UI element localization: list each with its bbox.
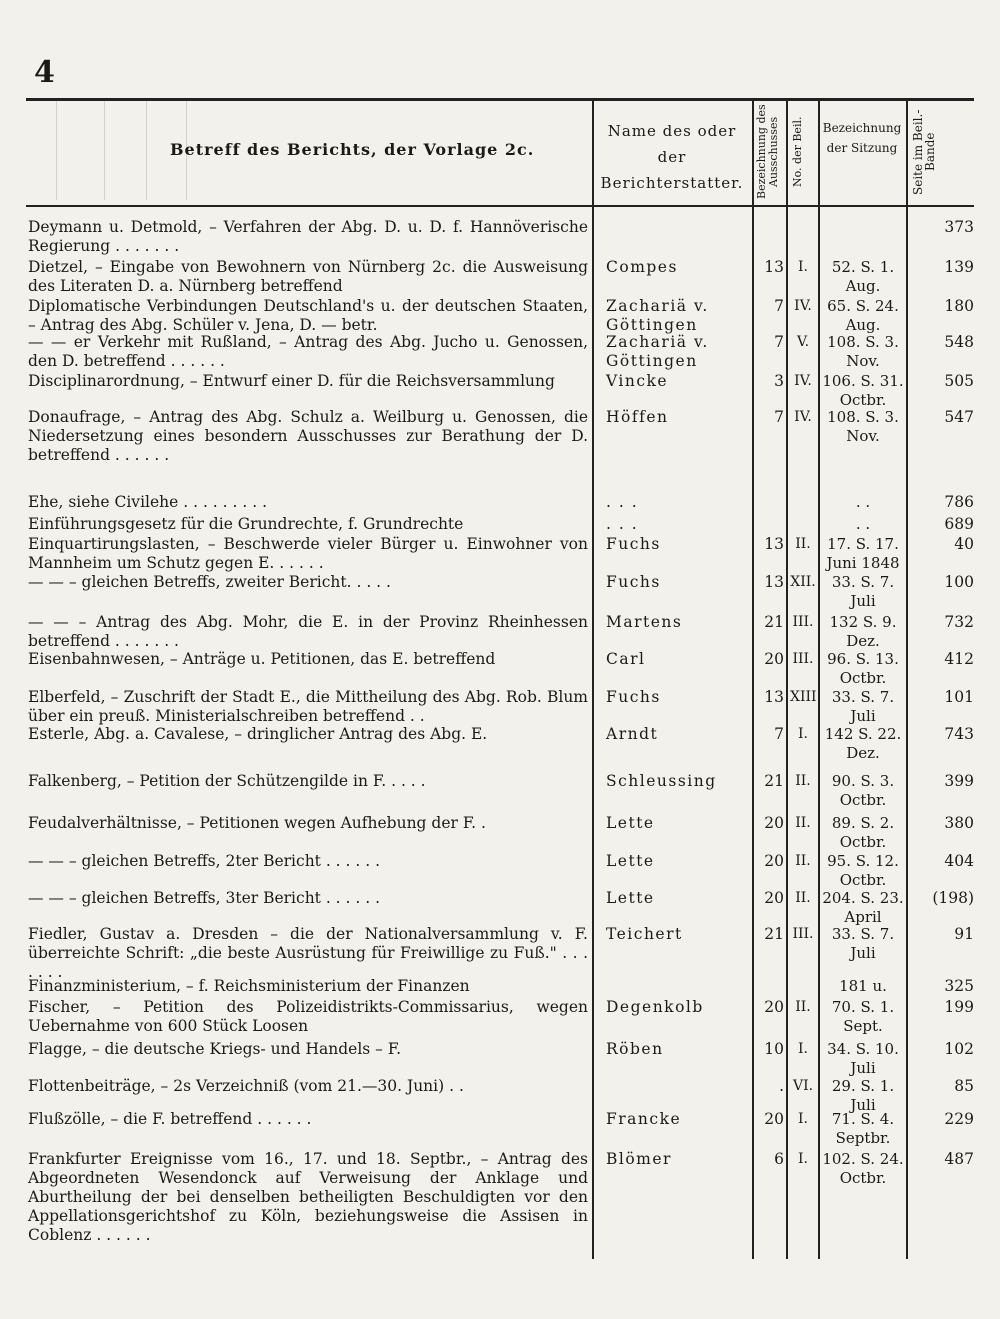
entry-supplement-no: II. bbox=[795, 815, 811, 831]
entry-page: 100 bbox=[944, 573, 974, 591]
entry-subject: — — er Verkehr mit Rußland, – Antrag des Abg. Jucho u. Genossen, den D. betreffend . . . . . . bbox=[28, 333, 588, 370]
header-subject: Betreff des Berichts, der Vorlage 2c. bbox=[170, 140, 535, 159]
entry-session: . . bbox=[855, 515, 871, 533]
entry-page: 412 bbox=[944, 650, 974, 668]
entry-session: 106. S. 31. Octbr. bbox=[822, 372, 904, 409]
entry-reporter: Fuchs bbox=[606, 688, 661, 706]
entry-committee: 20 bbox=[764, 1110, 784, 1128]
entry-reporter: Höffen bbox=[606, 408, 669, 426]
entry-reporter: . . . bbox=[606, 515, 639, 533]
entry-session: 33. S. 7. Juli bbox=[831, 688, 895, 725]
entry-committee: . bbox=[779, 1077, 784, 1095]
entry-page: 199 bbox=[944, 998, 974, 1016]
entry-subject: — — – gleichen Betreffs, 2ter Bericht . . . . . . bbox=[28, 852, 381, 870]
entry-committee: 20 bbox=[764, 889, 784, 907]
entry-supplement-no: I. bbox=[798, 1151, 808, 1167]
entry-reporter: Arndt bbox=[606, 725, 659, 743]
entry-subject: Dietzel, – Eingabe von Bewohnern von Nürnberg 2c. die Ausweisung des Literaten D. a. Nürnberg betreffend bbox=[28, 258, 588, 295]
entry-session: 142 S. 22. Dez. bbox=[824, 725, 902, 762]
entry-reporter: Fuchs bbox=[606, 535, 661, 553]
entry-page: 548 bbox=[944, 333, 974, 351]
entry-reporter: Lette bbox=[606, 852, 655, 870]
entry-committee: 7 bbox=[774, 297, 784, 315]
entry-committee: 13 bbox=[764, 535, 784, 553]
entry-subject: Deymann u. Detmold, – Verfahren der Abg. D. u. D. f. Hannöverische Regierung . . . . . . . bbox=[28, 218, 588, 255]
entry-committee: 21 bbox=[764, 772, 784, 790]
entry-subject: Einführungsgesetz für die Grundrechte, f. Grundrechte bbox=[28, 515, 464, 533]
entry-session: 96. S. 13. Octbr. bbox=[827, 650, 899, 687]
entry-reporter: Zachariä v. Göttingen bbox=[606, 297, 709, 334]
entry-page: 786 bbox=[944, 493, 974, 511]
entry-page: 505 bbox=[944, 372, 974, 390]
entry-reporter: Lette bbox=[606, 814, 655, 832]
entry-subject: Fiedler, Gustav a. Dresden – die der Nationalversammlung v. F. überreichte Schrift: „die beste Ausrüstung für Freiwillige zu Fuß." . . . . . . . bbox=[28, 925, 588, 981]
entry-subject: Diplomatische Verbindungen Deutschland's u. der deutschen Staaten, – Antrag des Abg. Schüler v. Jena, D. — betr. bbox=[28, 297, 588, 334]
entry-session: 17. S. 17. Juni 1848 bbox=[826, 535, 900, 572]
entry-reporter: Zachariä v. Göttingen bbox=[606, 333, 709, 370]
entry-supplement-no: II. bbox=[795, 536, 811, 552]
header-supplement-no: No. der Beil. bbox=[791, 116, 804, 188]
entry-session: . . bbox=[855, 493, 871, 511]
entry-committee: 7 bbox=[774, 408, 784, 426]
entry-page: 139 bbox=[944, 258, 974, 276]
entry-subject: Einquartirungslasten, – Beschwerde vieler Bürger u. Einwohner von Mannheim um Schutz gegen E. . . . . . bbox=[28, 535, 588, 572]
entry-committee: 21 bbox=[764, 613, 784, 631]
header-reporter: Name des oder der Berichterstatter. bbox=[600, 122, 744, 192]
entry-supplement-no: I. bbox=[798, 726, 808, 742]
entry-subject: — — – Antrag des Abg. Mohr, die E. in der Provinz Rheinhessen betreffend . . . . . . . bbox=[28, 613, 588, 650]
entry-subject: Falkenberg, – Petition der Schützengilde in F. . . . . bbox=[28, 772, 426, 790]
entry-subject: Flußzölle, – die F. betreffend . . . . . . bbox=[28, 1110, 312, 1128]
entry-page: 743 bbox=[944, 725, 974, 743]
entry-page: 85 bbox=[954, 1077, 974, 1095]
entry-subject: Flottenbeiträge, – 2s Verzeichniß (vom 21.—30. Juni) . . bbox=[28, 1077, 464, 1095]
entry-page: 487 bbox=[944, 1150, 974, 1168]
entry-page: 689 bbox=[944, 515, 974, 533]
entry-reporter: Compes bbox=[606, 258, 678, 276]
entry-committee: 13 bbox=[764, 688, 784, 706]
entry-committee: 13 bbox=[764, 573, 784, 591]
entry-committee: 13 bbox=[764, 258, 784, 276]
entry-page: 91 bbox=[954, 925, 974, 943]
entry-session: 181 u. bbox=[839, 977, 887, 995]
entry-reporter: . . . bbox=[606, 493, 639, 511]
entry-page: 101 bbox=[944, 688, 974, 706]
entry-subject: Fischer, – Petition des Polizeidistrikts-Commissarius, wegen Uebernahme von 600 Stück Loosen bbox=[28, 998, 588, 1035]
entry-session: 33. S. 7. Juli bbox=[831, 925, 895, 962]
entry-page: 547 bbox=[944, 408, 974, 426]
entry-subject: — — – gleichen Betreffs, zweiter Bericht. . . . . bbox=[28, 573, 391, 591]
entry-supplement-no: I. bbox=[798, 1111, 808, 1127]
entry-reporter: Degenkolb bbox=[606, 998, 704, 1016]
entry-supplement-no: IV. bbox=[794, 373, 812, 389]
entry-session: 34. S. 10. Juli bbox=[827, 1040, 899, 1077]
entry-subject: Disciplinarordnung, – Entwurf einer D. für die Reichsversammlung bbox=[28, 372, 555, 390]
entry-supplement-no: VI. bbox=[792, 1078, 814, 1094]
entry-session: 132 S. 9. Dez. bbox=[829, 613, 897, 650]
entry-subject: Donaufrage, – Antrag des Abg. Schulz a. Weilburg u. Genossen, die Niedersetzung eines besondern Ausschusses zur Berathung der D. betreffend . . . . . . bbox=[28, 408, 588, 464]
entry-session: 29. S. 1. Juli bbox=[831, 1077, 895, 1114]
page-number: 4 bbox=[34, 55, 55, 90]
entry-page: 732 bbox=[944, 613, 974, 631]
entry-subject: Flagge, – die deutsche Kriegs- und Handels – F. bbox=[28, 1040, 402, 1058]
entry-session: 95. S. 12. Octbr. bbox=[827, 852, 899, 889]
entry-subject: — — – gleichen Betreffs, 3ter Bericht . . . . . . bbox=[28, 889, 381, 907]
entry-supplement-no: II. bbox=[795, 890, 811, 906]
entry-supplement-no: XII. bbox=[790, 574, 816, 590]
entry-session: 33. S. 7. Juli bbox=[831, 573, 895, 610]
entry-committee: 20 bbox=[764, 814, 784, 832]
header-page-in-volume: Seite im Beil.-Bande bbox=[911, 109, 937, 195]
entry-committee: 6 bbox=[774, 1150, 784, 1168]
entry-page: 399 bbox=[944, 772, 974, 790]
entry-session: 102. S. 24. Octbr. bbox=[822, 1150, 904, 1187]
entry-session: 71. S. 4. Septbr. bbox=[831, 1110, 895, 1147]
entry-reporter: Fuchs bbox=[606, 573, 661, 591]
entry-reporter: Francke bbox=[606, 1110, 682, 1128]
entry-supplement-no: II. bbox=[795, 853, 811, 869]
entry-committee: 7 bbox=[774, 725, 784, 743]
entry-reporter: Carl bbox=[606, 650, 646, 668]
entry-committee: 20 bbox=[764, 998, 784, 1016]
entry-session: 204. S. 23. April bbox=[822, 889, 904, 926]
entry-page: 373 bbox=[944, 218, 974, 236]
entry-reporter: Schleussing bbox=[606, 772, 717, 790]
entry-session: 90. S. 3. Octbr. bbox=[831, 772, 895, 809]
entry-supplement-no: V. bbox=[796, 334, 810, 350]
entry-subject: Elberfeld, – Zuschrift der Stadt E., die Mittheilung des Abg. Rob. Blum über ein preuß. Ministerialschreiben betreffend . . bbox=[28, 688, 588, 725]
entry-page: (198) bbox=[932, 889, 974, 907]
entry-subject: Ehe, siehe Civilehe . . . . . . . . . bbox=[28, 493, 267, 511]
entry-session: 108. S. 3. Nov. bbox=[827, 333, 899, 370]
entry-page: 380 bbox=[944, 814, 974, 832]
entry-supplement-no: IV. bbox=[794, 409, 812, 425]
entry-session: 89. S. 2. Octbr. bbox=[831, 814, 895, 851]
entry-committee: 3 bbox=[774, 372, 784, 390]
entry-page: 102 bbox=[944, 1040, 974, 1058]
entry-session: 70. S. 1. Sept. bbox=[831, 998, 895, 1035]
header-committee: Bezeichnung des Ausschusses bbox=[755, 104, 780, 200]
entry-supplement-no: III. bbox=[792, 926, 814, 942]
entry-supplement-no: I. bbox=[798, 259, 808, 275]
header-session: Bezeichnung der Sitzung bbox=[822, 121, 902, 155]
entry-page: 404 bbox=[944, 852, 974, 870]
entry-supplement-no: XIII bbox=[790, 689, 817, 705]
entry-reporter: Blömer bbox=[606, 1150, 672, 1168]
entry-subject: Finanzministerium, – f. Reichsministerium der Finanzen bbox=[28, 977, 470, 995]
entry-session: 65. S. 24. Aug. bbox=[827, 297, 899, 334]
entry-supplement-no: I. bbox=[798, 1041, 808, 1057]
entry-reporter: Lette bbox=[606, 889, 655, 907]
entry-subject: Esterle, Abg. a. Cavalese, – dringlicher Antrag des Abg. E. bbox=[28, 725, 488, 743]
entry-supplement-no: IV. bbox=[794, 298, 812, 314]
entry-committee: 20 bbox=[764, 852, 784, 870]
entry-reporter: Vincke bbox=[606, 372, 669, 390]
entry-committee: 7 bbox=[774, 333, 784, 351]
entry-session: 108. S. 3. Nov. bbox=[827, 408, 899, 445]
entry-committee: 10 bbox=[764, 1040, 784, 1058]
entry-reporter: Martens bbox=[606, 613, 683, 631]
entry-page: 40 bbox=[954, 535, 974, 553]
entry-committee: 20 bbox=[764, 650, 784, 668]
entry-page: 180 bbox=[944, 297, 974, 315]
entry-subject: Eisenbahnwesen, – Anträge u. Petitionen, das E. betreffend bbox=[28, 650, 496, 668]
entry-supplement-no: III. bbox=[792, 651, 814, 667]
entry-supplement-no: II. bbox=[795, 773, 811, 789]
entry-subject: Feudalverhältnisse, – Petitionen wegen Aufhebung der F. . bbox=[28, 814, 486, 832]
entry-supplement-no: III. bbox=[792, 614, 814, 630]
entry-supplement-no: II. bbox=[795, 999, 811, 1015]
entry-session: 52. S. 1. Aug. bbox=[831, 258, 895, 295]
entry-page: 325 bbox=[944, 977, 974, 995]
entry-committee: 21 bbox=[764, 925, 784, 943]
entry-subject: Frankfurter Ereignisse vom 16., 17. und 18. Septbr., – Antrag des Abgeordneten Wesendonck auf Verweisung der Anklage und Aburtheilung der bei denselben betheiligten Beschuldigten vor den Appellationsgerichtshof zu Köln, beziehungsweise die Assisen in Coblenz . . . . . . bbox=[28, 1150, 588, 1244]
entry-reporter: Teichert bbox=[606, 925, 683, 943]
entry-reporter: Röben bbox=[606, 1040, 664, 1058]
entry-page: 229 bbox=[944, 1110, 974, 1128]
